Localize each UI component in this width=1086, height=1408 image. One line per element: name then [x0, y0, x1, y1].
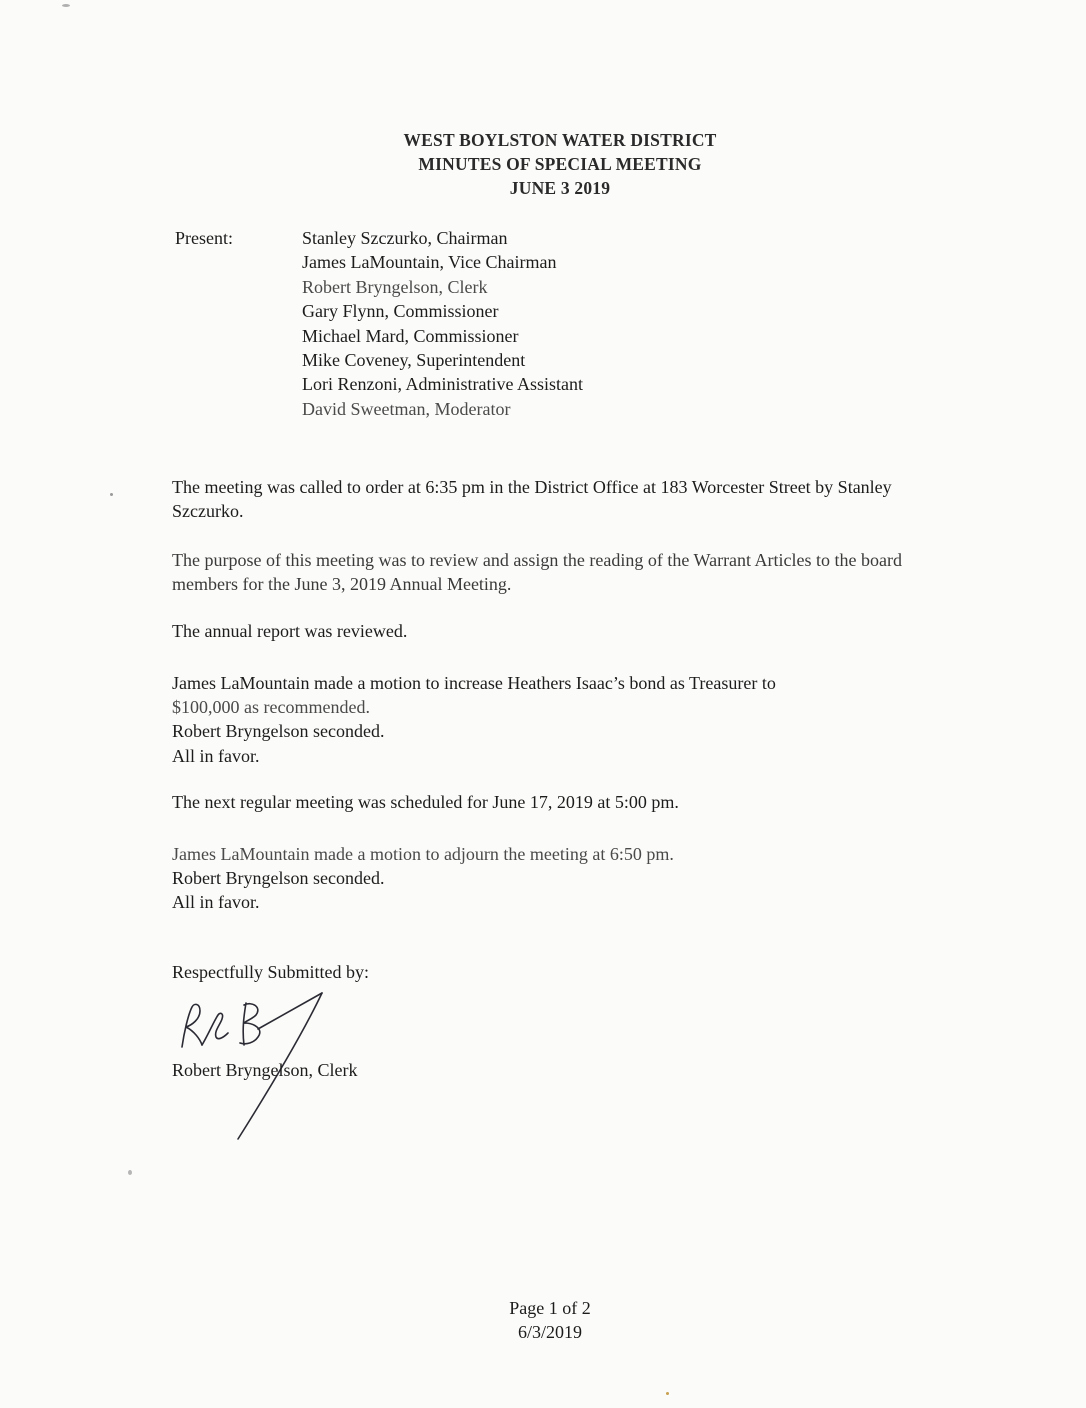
motion-adjourn-block — [172, 842, 952, 915]
motion-second: Robert Bryngelson seconded. — [172, 721, 385, 742]
document-header — [0, 128, 1086, 200]
present-label: Present: — [175, 228, 233, 248]
submitted-by-label: Respectfully Submitted by: — [172, 962, 369, 982]
scan-speck — [666, 1392, 669, 1395]
motion-text: James LaMountain made a motion to increase Heathers Isaac’s bond as Treasurer to — [172, 673, 776, 693]
motion-text: James LaMountain made a motion to adjourn the meeting at 6:50 pm. — [172, 844, 674, 864]
page-footer — [0, 1296, 1086, 1344]
annual-report-paragraph: The annual report was reviewed. — [172, 621, 408, 641]
document-title: MINUTES OF SPECIAL MEETING — [418, 154, 702, 174]
page-number: Page 1 of 2 — [509, 1298, 591, 1318]
motion-text-continued: $100,000 as recommended. — [172, 697, 370, 718]
attendee: David Sweetman, Moderator — [302, 398, 511, 419]
attendee: Mike Coveney, Superintendent — [302, 350, 526, 371]
footer-date: 6/3/2019 — [517, 1322, 582, 1342]
next-meeting-paragraph: The next regular meeting was scheduled for June 17, 2019 at 5:00 pm. — [172, 792, 679, 812]
motion-vote: All in favor. — [172, 745, 260, 766]
call-to-order-paragraph: The meeting was called to order at 6:35 pm in the District Office at 183 Worcester Street by Stanley Szczurko. — [172, 477, 892, 522]
attendee-list — [302, 226, 583, 421]
attendee: Lori Renzoni, Administrative Assistant — [302, 374, 583, 395]
signer-name: Robert Bryngelson, Clerk — [172, 1060, 358, 1080]
attendee: Robert Bryngelson, Clerk — [302, 276, 488, 297]
scan-speck — [62, 4, 70, 7]
motion-second: Robert Bryngelson seconded. — [172, 868, 385, 889]
scan-speck — [128, 1170, 132, 1175]
purpose-paragraph: The purpose of this meeting was to review and assign the reading of the Warrant Articles to the board members for the June 3, 2019 Annual Meeting. — [172, 550, 903, 595]
scan-speck — [110, 493, 113, 496]
attendee: Stanley Szczurko, Chairman — [302, 228, 508, 248]
org-name: WEST BOYLSTON WATER DISTRICT — [403, 130, 717, 150]
attendee: Gary Flynn, Commissioner — [302, 301, 499, 322]
attendee: Michael Mard, Commissioner — [302, 325, 519, 346]
meeting-date: JUNE 3 2019 — [509, 178, 611, 198]
attendee: James LaMountain, Vice Chairman — [302, 252, 557, 273]
motion-bond-block — [172, 671, 952, 768]
motion-vote: All in favor. — [172, 892, 260, 913]
